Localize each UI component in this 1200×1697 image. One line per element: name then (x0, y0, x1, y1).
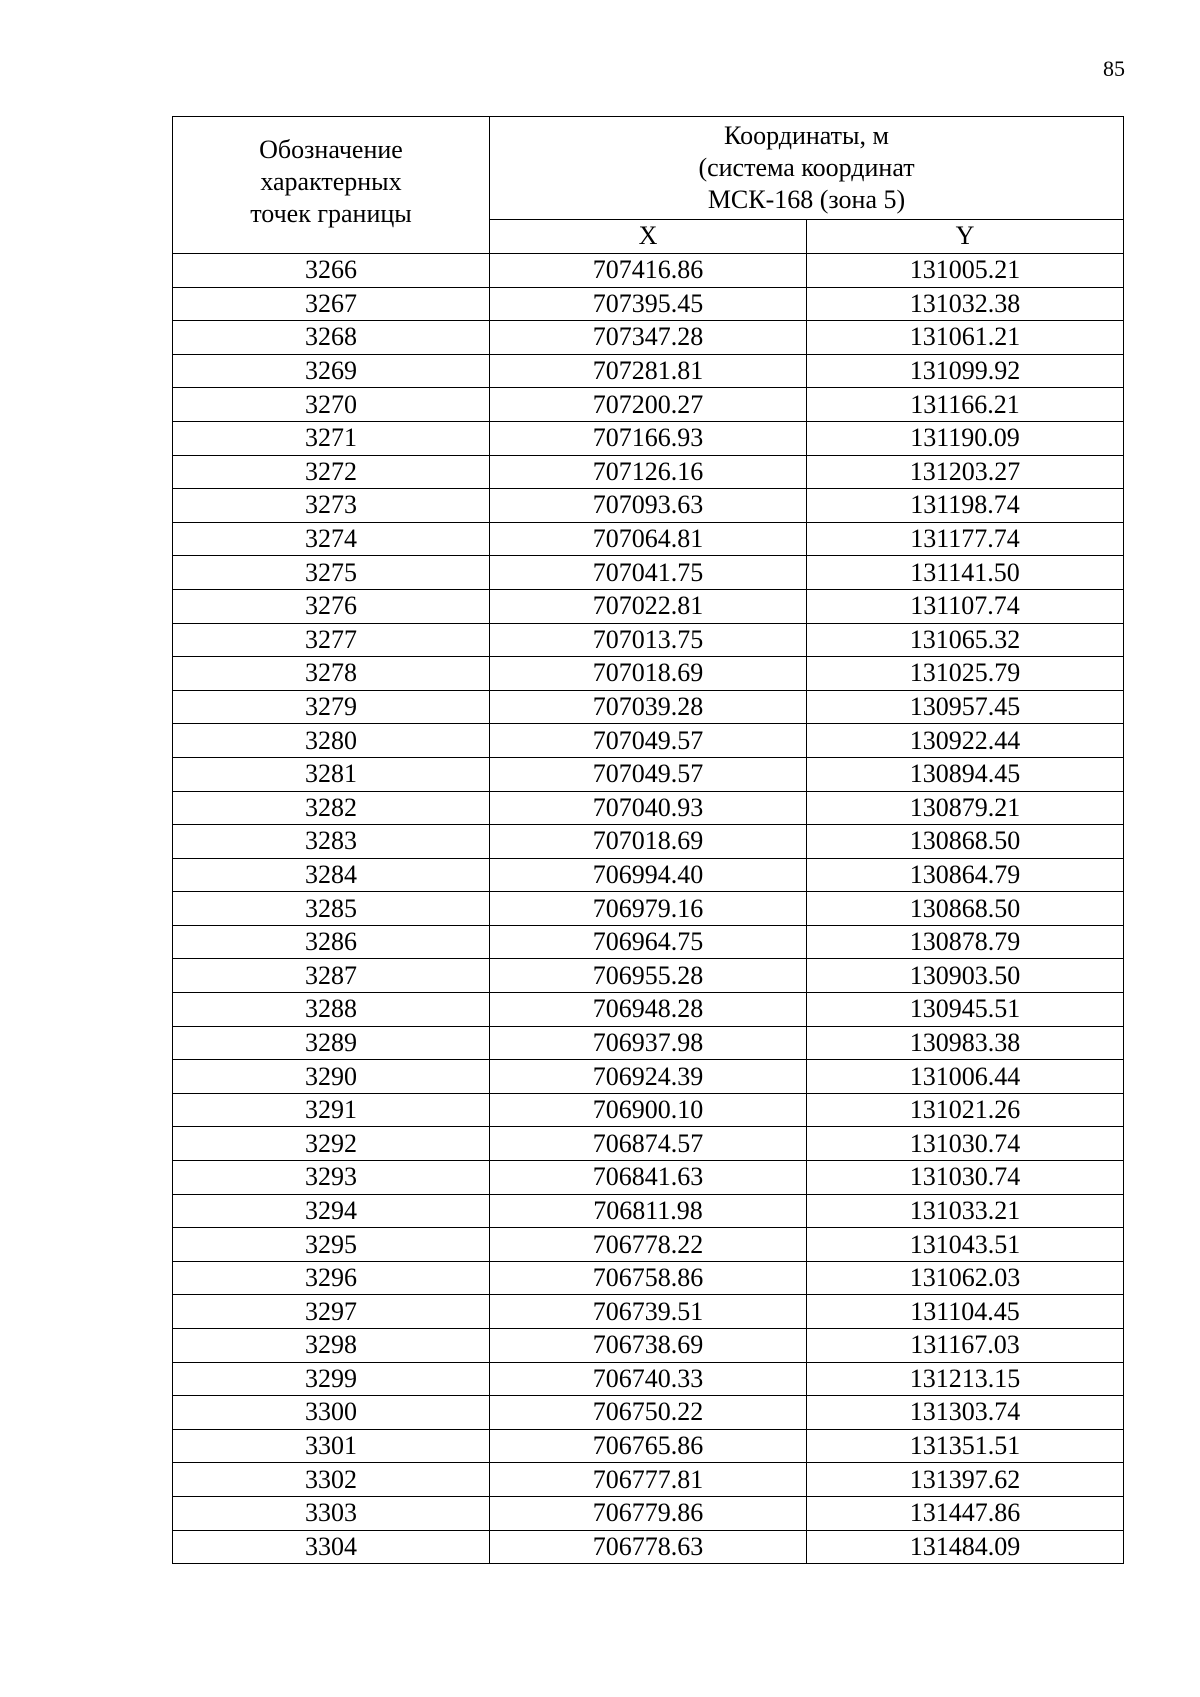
point-cell: 3288 (173, 993, 490, 1027)
point-cell: 3272 (173, 455, 490, 489)
x-coordinate-cell: 707347.28 (490, 321, 807, 355)
x-coordinate-cell: 707200.27 (490, 388, 807, 422)
point-cell: 3279 (173, 690, 490, 724)
point-cell: 3296 (173, 1261, 490, 1295)
y-coordinate-cell: 131203.27 (807, 455, 1124, 489)
coords-header-line-3: МСК-168 (зона 5) (707, 184, 906, 214)
y-coordinate-cell: 131065.32 (807, 623, 1124, 657)
y-coordinate-cell: 131030.74 (807, 1127, 1124, 1161)
y-coordinate-cell: 130903.50 (807, 959, 1124, 993)
y-coordinate-cell: 131198.74 (807, 489, 1124, 523)
x-coordinate-cell: 706994.40 (490, 858, 807, 892)
y-coordinate-cell: 131033.21 (807, 1194, 1124, 1228)
page-number: 85 (1103, 56, 1125, 81)
point-cell: 3301 (173, 1429, 490, 1463)
table-row (173, 254, 1124, 288)
table-row (173, 1093, 1124, 1127)
y-coordinate-cell: 130868.50 (807, 825, 1124, 859)
y-coordinate-cell: 130983.38 (807, 1026, 1124, 1060)
x-coordinate-cell: 707395.45 (490, 287, 807, 321)
table-row (173, 1161, 1124, 1195)
x-coordinate-cell: 707093.63 (490, 489, 807, 523)
table-row (173, 1194, 1124, 1228)
x-coordinate-cell: 707064.81 (490, 522, 807, 556)
point-cell: 3299 (173, 1362, 490, 1396)
x-coordinate-cell: 707013.75 (490, 623, 807, 657)
point-cell: 3281 (173, 757, 490, 791)
x-coordinate-cell: 706777.81 (490, 1463, 807, 1497)
x-coordinate-cell: 706955.28 (490, 959, 807, 993)
x-coordinate-cell: 706779.86 (490, 1496, 807, 1530)
x-coordinate-cell: 706740.33 (490, 1362, 807, 1396)
y-coordinate-cell: 131030.74 (807, 1161, 1124, 1195)
table-row (173, 858, 1124, 892)
table-row (173, 892, 1124, 926)
y-coordinate-cell: 131190.09 (807, 421, 1124, 455)
point-cell: 3274 (173, 522, 490, 556)
x-coordinate-cell: 707039.28 (490, 690, 807, 724)
x-coordinate-cell: 706765.86 (490, 1429, 807, 1463)
coordinates-header (490, 117, 1124, 220)
table-row (173, 1530, 1124, 1564)
table-row (173, 1463, 1124, 1497)
x-coordinate-cell: 706964.75 (490, 925, 807, 959)
y-coordinate-cell: 130878.79 (807, 925, 1124, 959)
table-row (173, 623, 1124, 657)
point-header-line-2: характерных (260, 167, 402, 196)
point-cell: 3304 (173, 1530, 490, 1564)
table-row (173, 657, 1124, 691)
y-coordinate-cell: 131177.74 (807, 522, 1124, 556)
y-coordinate-cell: 131005.21 (807, 254, 1124, 288)
table-row (173, 791, 1124, 825)
y-coordinate-cell: 130879.21 (807, 791, 1124, 825)
table-row (173, 556, 1124, 590)
x-coordinate-cell: 707049.57 (490, 724, 807, 758)
table-row (173, 724, 1124, 758)
table-row (173, 489, 1124, 523)
point-cell: 3284 (173, 858, 490, 892)
x-coordinate-cell: 706924.39 (490, 1060, 807, 1094)
table-header (173, 117, 1124, 254)
point-cell: 3271 (173, 421, 490, 455)
point-cell: 3273 (173, 489, 490, 523)
x-coordinate-cell: 706900.10 (490, 1093, 807, 1127)
table-row (173, 1429, 1124, 1463)
table-row (173, 1295, 1124, 1329)
table-row (173, 1261, 1124, 1295)
point-cell: 3292 (173, 1127, 490, 1161)
coordinates-table (172, 116, 1124, 1564)
y-coordinate-cell: 131447.86 (807, 1496, 1124, 1530)
x-coordinate-cell: 707040.93 (490, 791, 807, 825)
x-coordinate-cell: 706874.57 (490, 1127, 807, 1161)
point-cell: 3298 (173, 1329, 490, 1363)
point-header-line-1: Обозначение (259, 135, 403, 164)
y-coordinate-cell: 131025.79 (807, 657, 1124, 691)
y-coordinate-cell: 131351.51 (807, 1429, 1124, 1463)
coords-header-line-2: (система координат (698, 152, 915, 182)
x-coordinate-cell: 706750.22 (490, 1396, 807, 1430)
y-coordinate-cell: 131043.51 (807, 1228, 1124, 1262)
x-coordinate-cell: 707022.81 (490, 589, 807, 623)
table-body (173, 254, 1124, 1564)
table-row (173, 993, 1124, 1027)
y-column-header: Y (807, 219, 1124, 253)
x-coordinate-cell: 707126.16 (490, 455, 807, 489)
point-cell: 3270 (173, 388, 490, 422)
coords-header-line-1: Координаты, м (724, 120, 889, 150)
x-coordinate-cell: 706937.98 (490, 1026, 807, 1060)
point-cell: 3302 (173, 1463, 490, 1497)
x-coordinate-cell: 706739.51 (490, 1295, 807, 1329)
y-coordinate-cell: 130864.79 (807, 858, 1124, 892)
table-row (173, 1496, 1124, 1530)
table-row (173, 388, 1124, 422)
x-coordinate-cell: 706948.28 (490, 993, 807, 1027)
point-cell: 3280 (173, 724, 490, 758)
point-cell: 3293 (173, 1161, 490, 1195)
x-coordinate-cell: 706811.98 (490, 1194, 807, 1228)
point-cell: 3300 (173, 1396, 490, 1430)
y-coordinate-cell: 131166.21 (807, 388, 1124, 422)
table-row (173, 959, 1124, 993)
y-coordinate-cell: 131213.15 (807, 1362, 1124, 1396)
point-cell: 3269 (173, 354, 490, 388)
table-row (173, 522, 1124, 556)
point-cell: 3275 (173, 556, 490, 590)
y-coordinate-cell: 131062.03 (807, 1261, 1124, 1295)
y-coordinate-cell: 131021.26 (807, 1093, 1124, 1127)
point-cell: 3278 (173, 657, 490, 691)
table-row (173, 1060, 1124, 1094)
point-cell: 3277 (173, 623, 490, 657)
point-cell: 3291 (173, 1093, 490, 1127)
x-coordinate-cell: 707416.86 (490, 254, 807, 288)
point-designation-header (173, 117, 490, 254)
y-coordinate-cell: 131141.50 (807, 556, 1124, 590)
table-row (173, 354, 1124, 388)
y-coordinate-cell: 130922.44 (807, 724, 1124, 758)
table-row (173, 1396, 1124, 1430)
table-row (173, 1362, 1124, 1396)
point-cell: 3290 (173, 1060, 490, 1094)
y-coordinate-cell: 130868.50 (807, 892, 1124, 926)
x-coordinate-cell: 706758.86 (490, 1261, 807, 1295)
y-coordinate-cell: 131099.92 (807, 354, 1124, 388)
point-header-line-3: точек границы (250, 199, 412, 228)
x-coordinate-cell: 706778.63 (490, 1530, 807, 1564)
x-coordinate-cell: 707018.69 (490, 657, 807, 691)
y-coordinate-cell: 131107.74 (807, 589, 1124, 623)
table-row (173, 321, 1124, 355)
table-row (173, 455, 1124, 489)
point-cell: 3276 (173, 589, 490, 623)
point-cell: 3282 (173, 791, 490, 825)
x-coordinate-cell: 706778.22 (490, 1228, 807, 1262)
y-coordinate-cell: 131397.62 (807, 1463, 1124, 1497)
y-coordinate-cell: 131484.09 (807, 1530, 1124, 1564)
y-coordinate-cell: 131104.45 (807, 1295, 1124, 1329)
y-coordinate-cell: 131006.44 (807, 1060, 1124, 1094)
point-cell: 3303 (173, 1496, 490, 1530)
x-coordinate-cell: 707041.75 (490, 556, 807, 590)
table-row (173, 1329, 1124, 1363)
point-cell: 3268 (173, 321, 490, 355)
point-cell: 3266 (173, 254, 490, 288)
table-row (173, 589, 1124, 623)
table-row (173, 421, 1124, 455)
point-cell: 3294 (173, 1194, 490, 1228)
y-coordinate-cell: 131032.38 (807, 287, 1124, 321)
point-cell: 3267 (173, 287, 490, 321)
y-coordinate-cell: 130894.45 (807, 757, 1124, 791)
table-row (173, 1026, 1124, 1060)
y-coordinate-cell: 130945.51 (807, 993, 1124, 1027)
table-row (173, 757, 1124, 791)
x-coordinate-cell: 707281.81 (490, 354, 807, 388)
y-coordinate-cell: 131167.03 (807, 1329, 1124, 1363)
x-column-header: X (490, 219, 807, 253)
point-cell: 3295 (173, 1228, 490, 1262)
point-cell: 3283 (173, 825, 490, 859)
table-row (173, 825, 1124, 859)
point-cell: 3286 (173, 925, 490, 959)
y-coordinate-cell: 131061.21 (807, 321, 1124, 355)
table-row (173, 1228, 1124, 1262)
table-row (173, 1127, 1124, 1161)
x-coordinate-cell: 707049.57 (490, 757, 807, 791)
table-row (173, 925, 1124, 959)
point-cell: 3297 (173, 1295, 490, 1329)
y-coordinate-cell: 130957.45 (807, 690, 1124, 724)
x-coordinate-cell: 707018.69 (490, 825, 807, 859)
table-row (173, 287, 1124, 321)
point-cell: 3287 (173, 959, 490, 993)
y-coordinate-cell: 131303.74 (807, 1396, 1124, 1430)
x-coordinate-cell: 706979.16 (490, 892, 807, 926)
point-cell: 3289 (173, 1026, 490, 1060)
point-cell: 3285 (173, 892, 490, 926)
x-coordinate-cell: 706841.63 (490, 1161, 807, 1195)
x-coordinate-cell: 707166.93 (490, 421, 807, 455)
x-coordinate-cell: 706738.69 (490, 1329, 807, 1363)
table-row (173, 690, 1124, 724)
